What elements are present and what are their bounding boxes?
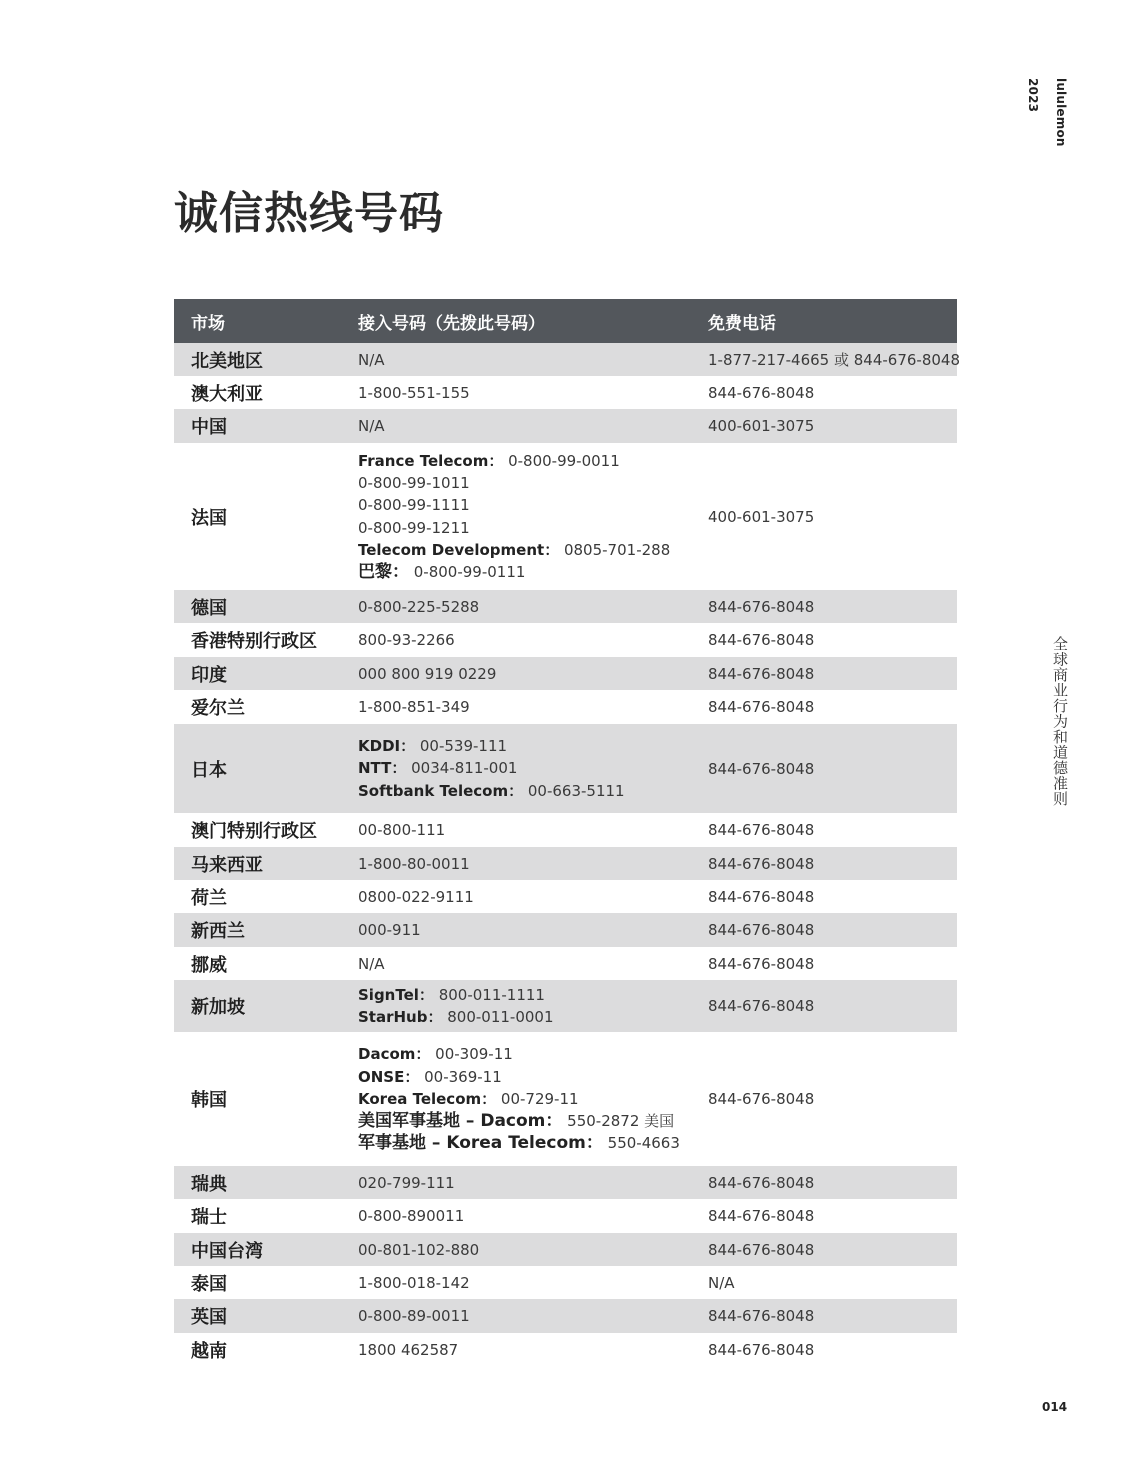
- access-number: 0-800-99-1211: [358, 518, 470, 537]
- market-cell: 英国: [191, 1307, 227, 1328]
- market-cell: 中国台湾: [191, 1240, 263, 1262]
- header-toll-free: 免费电话: [708, 313, 776, 334]
- brand-side-label: lululemon 2023: [1026, 78, 1068, 147]
- market-cell: 越南: [191, 1340, 227, 1362]
- toll-free-cell: 844-676-8048: [708, 854, 815, 873]
- access-number-cell: 00-800-111: [358, 821, 446, 839]
- table-row: [174, 690, 957, 724]
- toll-free-cell: 844-676-8048: [708, 698, 815, 716]
- table-row: [174, 657, 957, 690]
- section-side-label: 全球商业行为和道德准则: [1051, 636, 1069, 807]
- table-row: [174, 724, 957, 813]
- access-number: 0-800-99-1111: [358, 496, 470, 515]
- access-number: 00-369-11: [419, 1067, 502, 1086]
- access-number-cell: N/A: [358, 954, 385, 973]
- access-line: [358, 1132, 691, 1154]
- access-line: [358, 472, 691, 494]
- table-row: [174, 590, 957, 623]
- access-number-cell: N/A: [358, 350, 385, 369]
- toll-free-cell: 1-877-217-4665 或 844-676-8048: [708, 351, 961, 369]
- access-line: [358, 780, 691, 802]
- access-number: 0-800-99-0011: [503, 451, 620, 470]
- page-number: 014: [1042, 1400, 1068, 1414]
- access-number-cell: 1-800-80-0011: [358, 854, 470, 873]
- access-line: [358, 1006, 691, 1028]
- access-line: [358, 984, 691, 1006]
- table-row: [174, 1333, 957, 1366]
- access-number: 00-309-11: [430, 1045, 513, 1064]
- access-number: 0805-701-288: [559, 540, 671, 559]
- table-row: [174, 1032, 957, 1166]
- toll-free-cell: 400-601-3075: [708, 417, 815, 435]
- page-title: 诚信热线号码: [174, 188, 444, 239]
- access-number: 0034-811-001: [406, 759, 518, 778]
- access-number-cell: 1-800-551-155: [358, 383, 470, 402]
- market-cell: 德国: [191, 597, 227, 619]
- toll-free-cell: 844-676-8048: [708, 664, 815, 683]
- carrier-label: Telecom Development：: [358, 540, 560, 559]
- market-cell: 中国: [191, 417, 227, 438]
- header-market: 市场: [191, 313, 225, 334]
- table-header-row: [174, 299, 957, 343]
- table-row: [174, 947, 957, 980]
- carrier-label: France Telecom：: [358, 451, 504, 470]
- market-cell: 挪威: [191, 954, 227, 976]
- access-number-cell: 00-801-102-880: [358, 1240, 480, 1259]
- market-cell: 法国: [191, 507, 227, 529]
- access-number-cell: [341, 1032, 691, 1166]
- access-line: [358, 539, 691, 561]
- access-line: [358, 1088, 691, 1110]
- toll-free-cell: 844-676-8048: [708, 997, 815, 1015]
- access-line: [358, 757, 691, 779]
- table-row: [174, 343, 957, 376]
- table-row: [174, 1199, 957, 1233]
- carrier-label: Korea Telecom：: [358, 1089, 497, 1108]
- toll-free-cell: 844-676-8048: [708, 921, 815, 939]
- table-row: [174, 1266, 957, 1299]
- table-row: [174, 913, 957, 947]
- market-cell: 荷兰: [191, 887, 227, 909]
- access-line: [358, 517, 691, 539]
- carrier-label: Dacom：: [358, 1045, 431, 1064]
- market-cell: 日本: [191, 759, 227, 781]
- access-number-cell: 0-800-89-0011: [358, 1307, 470, 1325]
- market-cell: 新加坡: [191, 997, 245, 1018]
- carrier-label: KDDI：: [358, 737, 416, 756]
- access-number-cell: 1800 462587: [358, 1340, 459, 1359]
- market-cell: 瑞典: [191, 1173, 227, 1195]
- access-line: [358, 1043, 691, 1065]
- carrier-label: NTT：: [358, 759, 407, 778]
- table-body: [174, 343, 961, 1366]
- toll-free-cell: 844-676-8048: [708, 954, 815, 973]
- toll-free-cell: 844-676-8048: [708, 1207, 815, 1225]
- market-cell: 马来西亚: [191, 854, 263, 876]
- toll-free-cell: 400-601-3075: [708, 507, 815, 526]
- market-cell: 印度: [191, 664, 227, 686]
- hotline-table: [174, 299, 961, 1366]
- access-number: 0-800-99-1011: [358, 473, 470, 492]
- access-number: 800-011-0001: [442, 1008, 554, 1026]
- carrier-label: 美国军事基地 – Dacom：: [358, 1111, 563, 1132]
- carrier-label: 巴黎：: [358, 562, 409, 583]
- access-number: 00-539-111: [415, 737, 508, 756]
- carrier-label: 军事基地 – Korea Telecom：: [358, 1133, 603, 1154]
- table-row: [174, 1166, 957, 1199]
- carrier-label: StarHub：: [358, 1008, 443, 1026]
- access-number: 0-800-99-0111: [409, 563, 526, 582]
- market-cell: 香港特别行政区: [191, 631, 317, 652]
- table-row: [174, 813, 957, 847]
- market-cell: 韩国: [191, 1090, 227, 1111]
- access-number-cell: [341, 980, 691, 1032]
- access-number: 550-4663: [602, 1134, 680, 1153]
- toll-free-cell: 844-676-8048: [708, 631, 815, 649]
- carrier-label: Softbank Telecom：: [358, 781, 524, 800]
- access-number-cell: 800-93-2266: [358, 631, 455, 649]
- table-row: [174, 1299, 957, 1333]
- access-number-cell: 020-799-111: [358, 1173, 455, 1192]
- toll-free-cell: 844-676-8048: [708, 821, 815, 839]
- access-line: [358, 1110, 691, 1132]
- toll-free-cell: 844-676-8048: [708, 759, 815, 778]
- table-row: [174, 623, 957, 657]
- access-number-cell: 0800-022-9111: [358, 887, 474, 906]
- table-row: [174, 1233, 957, 1266]
- table-row: [174, 847, 957, 880]
- carrier-label: SignTel：: [358, 985, 434, 1004]
- access-number: 00-663-5111: [523, 781, 625, 800]
- access-number-cell: 0-800-890011: [358, 1207, 465, 1225]
- access-number-cell: 0-800-225-5288: [358, 597, 480, 616]
- market-cell: 泰国: [191, 1273, 227, 1295]
- toll-free-cell: 844-676-8048: [708, 887, 815, 906]
- access-number-cell: [341, 724, 691, 813]
- access-line: [358, 735, 691, 757]
- market-cell: 澳门特别行政区: [191, 821, 317, 842]
- market-cell: 爱尔兰: [191, 698, 245, 719]
- toll-free-cell: 844-676-8048: [708, 597, 815, 616]
- toll-free-cell: 844-676-8048: [708, 1173, 815, 1192]
- access-number: 800-011-1111: [433, 985, 545, 1004]
- table-row: [174, 443, 957, 590]
- toll-free-cell: 844-676-8048: [708, 1090, 815, 1108]
- access-number-cell: 000-911: [358, 921, 421, 939]
- access-line: [358, 561, 691, 583]
- access-line: [358, 494, 691, 516]
- header-access-number: 接入号码（先拨此号码）: [358, 313, 545, 334]
- carrier-label: ONSE：: [358, 1067, 420, 1086]
- access-number: 550-2872 美国: [562, 1112, 675, 1131]
- access-number-cell: [341, 443, 691, 590]
- market-cell: 新西兰: [191, 921, 245, 942]
- market-cell: 澳大利亚: [191, 383, 263, 405]
- table-row: [174, 409, 957, 443]
- access-number: 00-729-11: [496, 1089, 579, 1108]
- access-line: [358, 1066, 691, 1088]
- access-number-cell: 000 800 919 0229: [358, 664, 497, 683]
- access-number-cell: 1-800-018-142: [358, 1273, 470, 1292]
- table-row: [174, 980, 957, 1032]
- market-cell: 北美地区: [191, 350, 263, 372]
- access-line: [358, 450, 691, 472]
- market-cell: 瑞士: [191, 1207, 227, 1228]
- toll-free-cell: 844-676-8048: [708, 383, 815, 402]
- table-row: [174, 880, 957, 913]
- table-row: [174, 376, 957, 409]
- toll-free-cell: N/A: [708, 1273, 735, 1292]
- toll-free-cell: 844-676-8048: [708, 1307, 815, 1325]
- access-number-cell: 1-800-851-349: [358, 698, 470, 716]
- toll-free-cell: 844-676-8048: [708, 1240, 815, 1259]
- access-number-cell: N/A: [358, 417, 385, 435]
- toll-free-cell: 844-676-8048: [708, 1340, 815, 1359]
